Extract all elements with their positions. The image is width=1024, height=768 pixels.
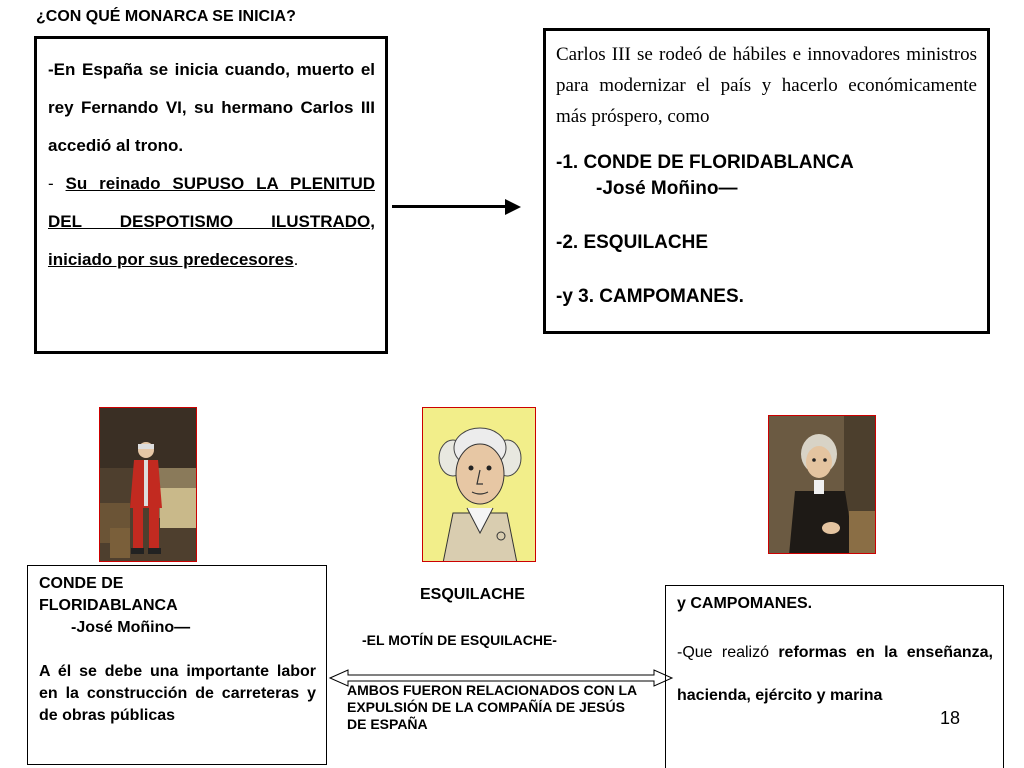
intro-dash: -	[48, 174, 66, 193]
campomanes-title: y CAMPOMANES.	[677, 595, 813, 612]
minister-1: -1. CONDE DE FLORIDABLANCA	[556, 152, 854, 173]
intro-paragraph-2	[48, 165, 375, 279]
campomanes-reforms: reformas en la enseñanza, hacienda, ejército y marina	[677, 644, 994, 704]
esquilache-title: ESQUILACHE	[420, 586, 525, 603]
floridablanca-box	[27, 565, 327, 765]
minister-2: -2. ESQUILACHE	[556, 232, 709, 253]
intro-period: .	[293, 250, 299, 269]
esquilache-portrait	[422, 407, 536, 562]
intro-underlined-text: Su reinado SUPUSO LA PLENITUD DEL DESPOTISMO ILUSTRADO, iniciado por sus predecesores	[48, 174, 375, 269]
campomanes-box	[665, 585, 1004, 768]
floridablanca-description: A él se debe una importante labor en la construcción de carreteras y de obras públicas	[39, 663, 316, 724]
floridablanca-name: -José Moñino—	[71, 619, 191, 636]
floridablanca-title-line-2: FLORIDABLANCA	[39, 597, 178, 614]
expulsion-note: AMBOS FUERON RELACIONADOS CON LA EXPULSIÓN DE LA COMPAÑÍA DE JESÚS DE ESPAÑA	[347, 682, 637, 732]
ministers-box	[543, 28, 990, 334]
intro-box	[34, 36, 388, 354]
motin-label: -EL MOTÍN DE ESQUILACHE-	[362, 632, 557, 648]
intro-paragraph-1: -En España se inicia cuando, muerto el rey Fernando VI, su hermano Carlos III accedió al trono.	[48, 60, 375, 155]
campomanes-portrait	[768, 415, 876, 554]
page-number: 18	[940, 708, 961, 728]
floridablanca-portrait	[99, 407, 197, 562]
minister-3: -y 3. CAMPOMANES.	[556, 286, 744, 307]
slide-title: ¿CON QUÉ MONARCA SE INICIA?	[36, 8, 296, 25]
campomanes-description-start: -Que realizó	[677, 644, 779, 661]
ministers-intro: Carlos III se rodeó de hábiles e innovadores ministros para modernizar el país y hacerlo económicamente más próspero, como	[556, 44, 977, 127]
arrow-right-icon	[505, 199, 521, 215]
floridablanca-title-line-1: CONDE DE	[39, 575, 124, 592]
arrow-line	[392, 205, 506, 208]
campomanes-description	[677, 631, 993, 717]
minister-1-name: -José Moñino—	[596, 178, 738, 199]
